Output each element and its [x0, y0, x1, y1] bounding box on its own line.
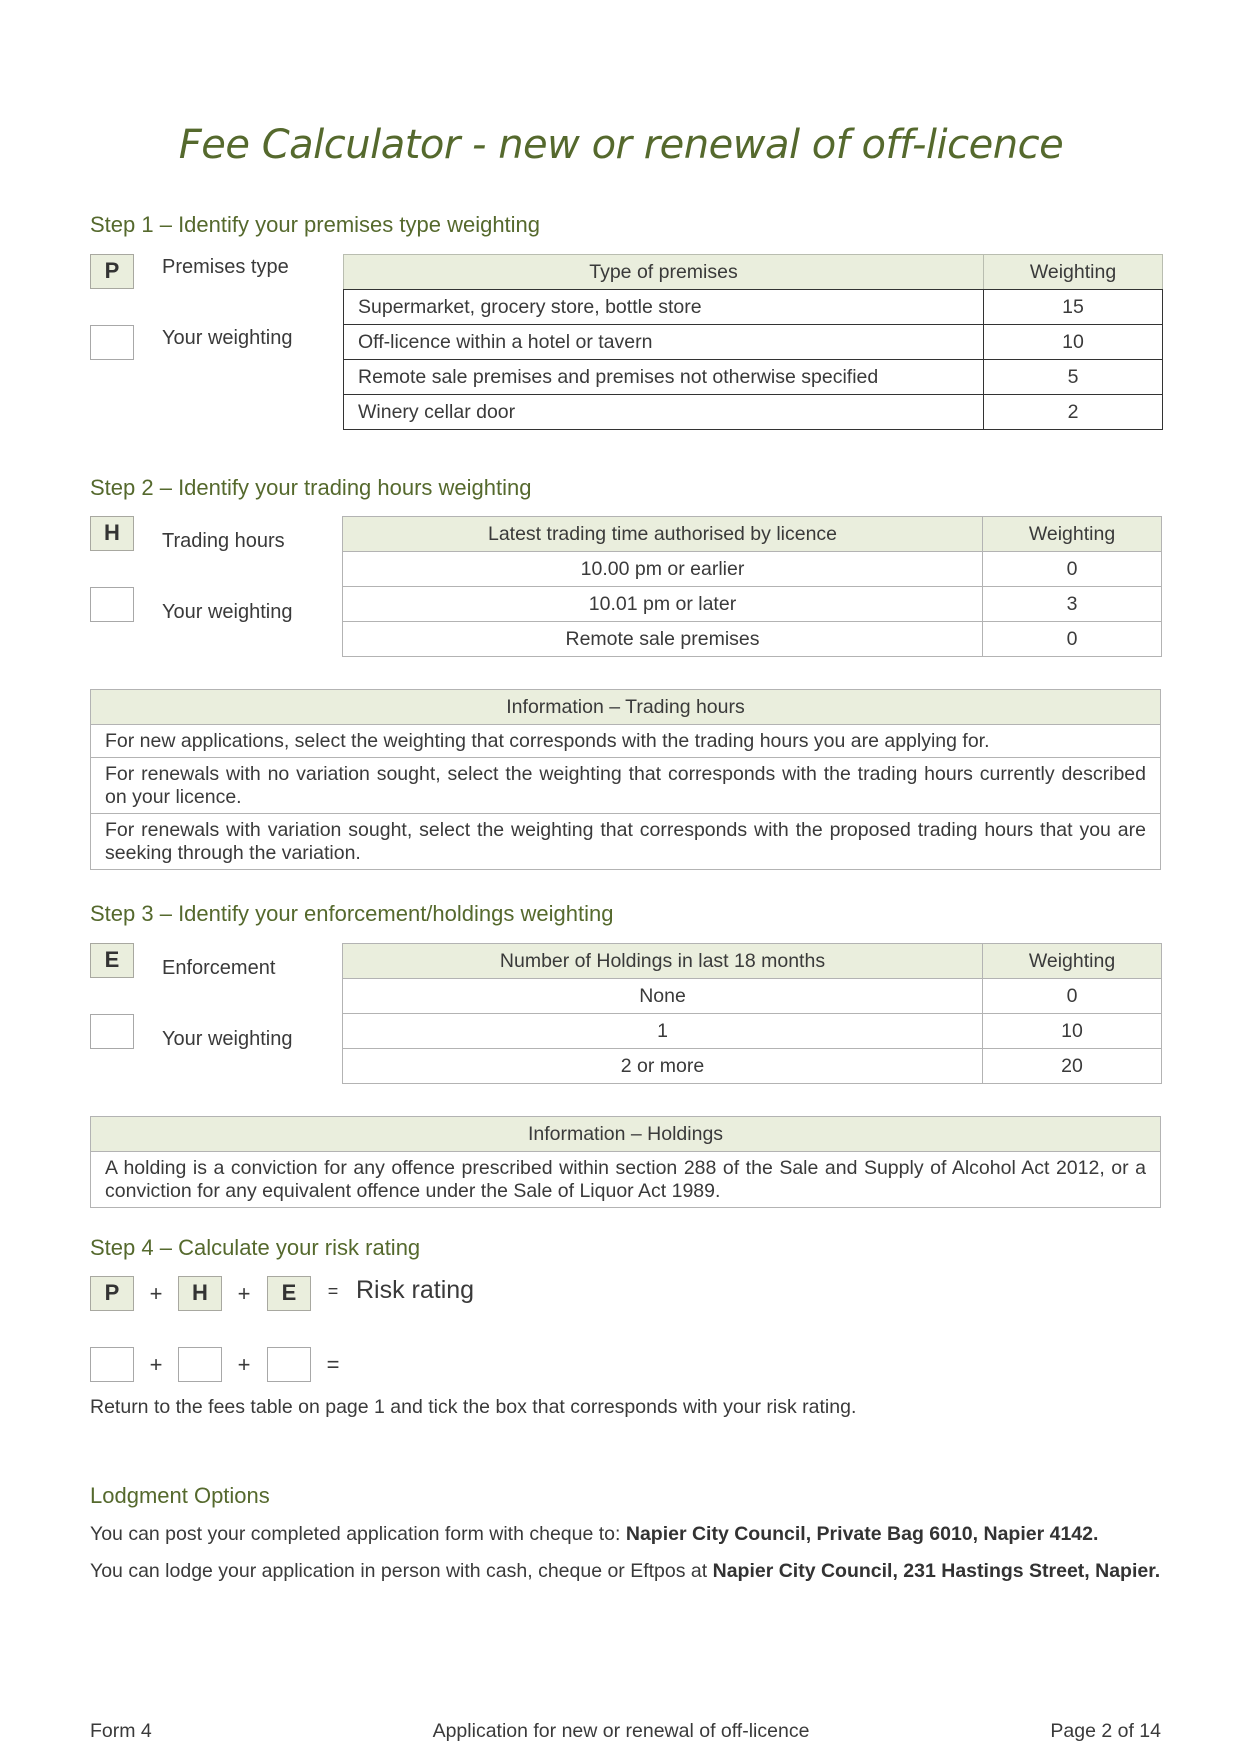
risk-rating-label: Risk rating	[356, 1276, 475, 1304]
info-row: For new applications, select the weighting that corresponds with the trading hours you are applying for.	[91, 725, 1160, 758]
weighting-cell: 5	[984, 360, 1163, 395]
h-value-input[interactable]	[178, 1347, 222, 1382]
premises-weighting-table	[343, 254, 1163, 430]
p-value-input[interactable]	[90, 1347, 134, 1382]
premises-type-label: Premises type	[162, 256, 289, 278]
holdings-count-cell: 2 or more	[343, 1049, 983, 1084]
your-weighting-label: Your weighting	[162, 601, 293, 623]
premises-type-cell: Remote sale premises and premises not otherwise specified	[344, 360, 984, 395]
plus-sign: +	[237, 1281, 251, 1306]
table-row	[343, 979, 1162, 1014]
holdings-count-cell: 1	[343, 1014, 983, 1049]
hours-letter-box: H	[90, 516, 134, 551]
lodgment-person-text: You can lodge your application in person with cash, cheque or Eftpos at	[90, 1560, 713, 1582]
return-note: Return to the fees table on page 1 and tick the box that corresponds with your risk rating.	[90, 1396, 857, 1418]
step2-heading: Step 2 – Identify your trading hours weighting	[90, 475, 532, 500]
enforcement-label: Enforcement	[162, 957, 276, 979]
equals-sign: =	[326, 1352, 340, 1377]
column-header: Type of premises	[344, 255, 984, 290]
trading-time-cell: 10.01 pm or later	[343, 587, 983, 622]
footer-document-title: Application for new or renewal of off-licence	[432, 1720, 810, 1742]
lodgment-person-line	[90, 1560, 1160, 1583]
footer-page-number: Page 2 of 14	[1050, 1720, 1161, 1742]
step1-heading: Step 1 – Identify your premises type weighting	[90, 212, 541, 237]
formula-p-box: P	[90, 1276, 134, 1311]
enforcement-letter-box: E	[90, 943, 134, 978]
weighting-cell: 15	[984, 290, 1163, 325]
lodgment-post-text: You can post your completed application form with cheque to:	[90, 1523, 626, 1545]
info-row: A holding is a conviction for any offence prescribed within section 288 of the Sale and Supply of Alcohol Act 2012, or a conviction for any equivalent offence under the Sale of Liquor Act 1989.	[105, 1157, 1146, 1202]
info-heading: Information – Holdings	[91, 1117, 1160, 1152]
table-row	[344, 360, 1163, 395]
info-row: For renewals with no variation sought, select the weighting that corresponds with the trading hours currently described on your licence.	[91, 758, 1160, 814]
plus-sign: +	[149, 1281, 163, 1306]
step4-heading: Step 4 – Calculate your risk rating	[90, 1235, 421, 1260]
weighting-cell: 0	[983, 552, 1162, 587]
column-header: Weighting	[983, 517, 1162, 552]
weighting-cell: 0	[983, 622, 1162, 657]
plus-sign: +	[237, 1352, 251, 1377]
weighting-cell: 3	[983, 587, 1162, 622]
step3-heading: Step 3 – Identify your enforcement/holdings weighting	[90, 901, 614, 926]
table-row	[343, 1049, 1162, 1084]
column-header: Latest trading time authorised by licence	[343, 517, 983, 552]
footer-form-number: Form 4	[90, 1720, 152, 1742]
weighting-cell: 10	[983, 1014, 1162, 1049]
table-row	[343, 552, 1162, 587]
table-row	[343, 587, 1162, 622]
premises-type-cell: Winery cellar door	[344, 395, 984, 430]
premises-weighting-input[interactable]	[90, 325, 134, 360]
table-row	[344, 395, 1163, 430]
formula-e-box: E	[267, 1276, 311, 1311]
table-row	[343, 622, 1162, 657]
trading-hours-label: Trading hours	[162, 530, 285, 552]
info-trading-hours-box	[90, 689, 1161, 870]
your-weighting-label: Your weighting	[162, 327, 293, 349]
info-row: For renewals with variation sought, select the weighting that corresponds with the proposed trading hours that you are seeking through the variation.	[105, 819, 1146, 864]
enforcement-weighting-input[interactable]	[90, 1014, 134, 1049]
weighting-cell: 2	[984, 395, 1163, 430]
hours-weighting-input[interactable]	[90, 587, 134, 622]
table-row	[344, 325, 1163, 360]
your-weighting-label: Your weighting	[162, 1028, 293, 1050]
holdings-table	[342, 943, 1162, 1084]
weighting-cell: 0	[983, 979, 1162, 1014]
info-holdings-box	[90, 1116, 1161, 1208]
e-value-input[interactable]	[267, 1347, 311, 1382]
formula-h-box: H	[178, 1276, 222, 1311]
table-header-row	[343, 517, 1162, 552]
equals-sign: =	[327, 1281, 339, 1301]
trading-time-cell: 10.00 pm or earlier	[343, 552, 983, 587]
lodgment-post-address: Napier City Council, Private Bag 6010, Napier 4142.	[625, 1523, 1099, 1545]
premises-type-cell: Supermarket, grocery store, bottle store	[344, 290, 984, 325]
trading-hours-table	[342, 516, 1162, 657]
trading-time-cell: Remote sale premises	[343, 622, 983, 657]
premises-letter-box: P	[90, 254, 134, 289]
table-header-row	[343, 944, 1162, 979]
weighting-cell: 20	[983, 1049, 1162, 1084]
table-row	[344, 290, 1163, 325]
premises-type-cell: Off-licence within a hotel or tavern	[344, 325, 984, 360]
weighting-cell: 10	[984, 325, 1163, 360]
lodgment-person-address: Napier City Council, 231 Hastings Street, Napier.	[712, 1560, 1161, 1582]
lodgment-heading: Lodgment Options	[90, 1483, 270, 1508]
info-heading: Information – Trading hours	[91, 690, 1160, 725]
plus-sign: +	[149, 1352, 163, 1377]
table-row	[343, 1014, 1162, 1049]
holdings-count-cell: None	[343, 979, 983, 1014]
table-header-row	[344, 255, 1163, 290]
column-header: Weighting	[984, 255, 1163, 290]
page-title: Fee Calculator - new or renewal of off-licence	[178, 122, 1064, 168]
column-header: Weighting	[983, 944, 1162, 979]
lodgment-post-line	[90, 1523, 1098, 1546]
column-header: Number of Holdings in last 18 months	[343, 944, 983, 979]
